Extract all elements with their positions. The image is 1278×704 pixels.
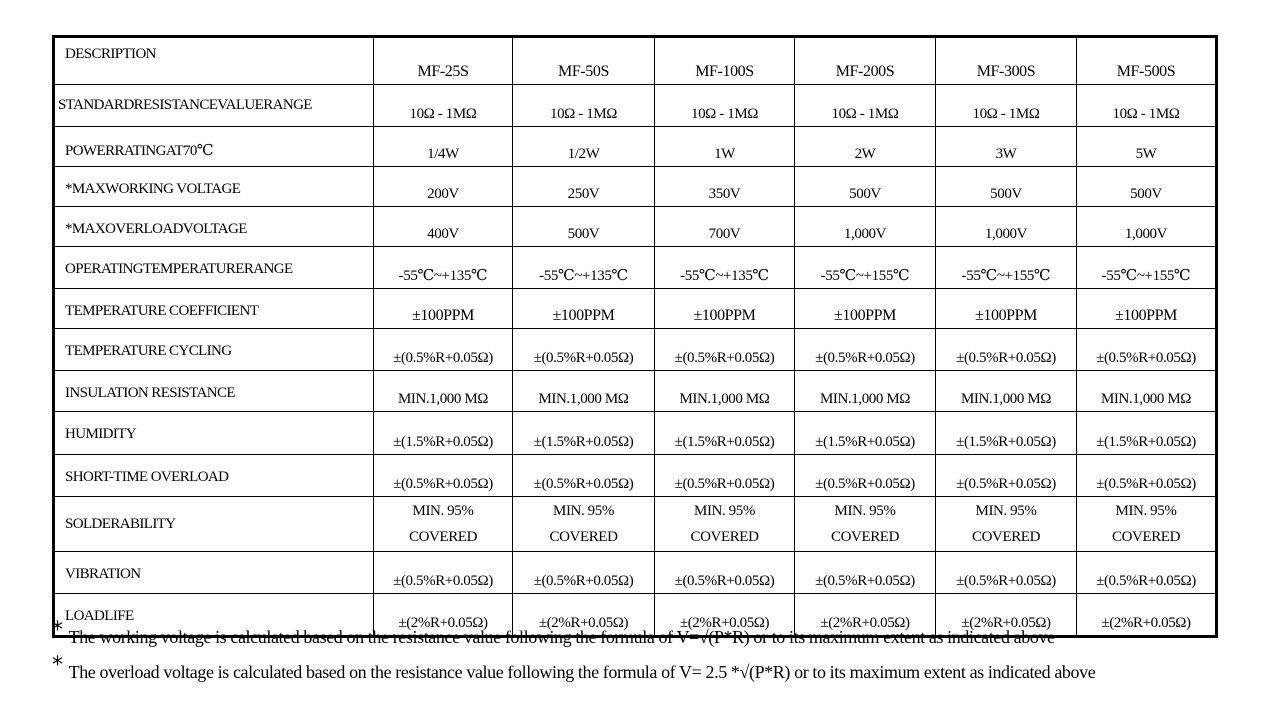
cell-line: COVERED: [408, 529, 478, 545]
header-model: MF-200S: [795, 37, 936, 85]
row-label: *MAXOVERLOADVOLTAGE: [54, 207, 374, 247]
table-cell: [936, 497, 1077, 552]
header-model: MF-300S: [936, 37, 1077, 85]
header-model: MF-500S: [1077, 37, 1217, 85]
header-description: DESCRIPTION: [54, 37, 374, 85]
table-cell: -55℃~+135℃: [655, 247, 795, 289]
table-row: [54, 371, 1217, 412]
table-cell: -55℃~+155℃: [936, 247, 1077, 289]
table-cell: ±100PPM: [374, 289, 513, 329]
table-cell: 10Ω - 1MΩ: [795, 85, 936, 127]
table-cell: 500V: [936, 167, 1077, 207]
table-cell: ±(2%R+0.05Ω): [513, 594, 655, 637]
table-cell: ±(0.5%R+0.05Ω): [655, 552, 795, 594]
table-cell: [513, 497, 655, 552]
table-cell: ±(0.5%R+0.05Ω): [513, 455, 655, 497]
cell-line: COVERED: [690, 529, 759, 545]
table-cell: ±(0.5%R+0.05Ω): [513, 552, 655, 594]
table-cell: ±100PPM: [936, 289, 1077, 329]
cell-line: COVERED: [971, 529, 1041, 545]
table-cell: ±(2%R+0.05Ω): [795, 594, 936, 637]
table-cell: ±(0.5%R+0.05Ω): [795, 552, 936, 594]
table-row: [54, 455, 1217, 497]
header-model: MF-100S: [655, 37, 795, 85]
table-cell: ±(2%R+0.05Ω): [936, 594, 1077, 637]
row-label: SOLDERABILITY: [54, 497, 374, 552]
table-cell: [655, 497, 795, 552]
cell-line: MIN. 95%: [412, 503, 474, 519]
table-row: [54, 552, 1217, 594]
table-cell: 10Ω - 1MΩ: [1077, 85, 1217, 127]
cell-line: MIN. 95%: [975, 503, 1037, 519]
table-cell: ±(0.5%R+0.05Ω): [1077, 552, 1217, 594]
table-row: [54, 289, 1217, 329]
table-cell: ±(0.5%R+0.05Ω): [374, 455, 513, 497]
row-label: POWERRATINGAT70℃: [54, 127, 374, 167]
table-row: [54, 497, 1217, 552]
header-model: MF-50S: [513, 37, 655, 85]
table-row: [54, 85, 1217, 127]
row-label: TEMPERATURE CYCLING: [54, 329, 374, 371]
table-cell: -55℃~+135℃: [513, 247, 655, 289]
table-row: [54, 167, 1217, 207]
table-cell: ±(1.5%R+0.05Ω): [936, 412, 1077, 455]
cell-line: MIN. 95%: [553, 503, 614, 519]
table-cell: 400V: [374, 207, 513, 247]
table-cell: 2W: [795, 127, 936, 167]
table-cell: ±(0.5%R+0.05Ω): [936, 552, 1077, 594]
table-cell: -55℃~+155℃: [1077, 247, 1217, 289]
table-row: [54, 247, 1217, 289]
footnote-overload-voltage: [52, 653, 1096, 684]
table-cell: ±100PPM: [655, 289, 795, 329]
footnote-marker: *: [52, 653, 63, 678]
table-cell: ±(1.5%R+0.05Ω): [795, 412, 936, 455]
table-row: [54, 412, 1217, 455]
table-cell: ±(2%R+0.05Ω): [374, 594, 513, 637]
table-cell: ±(0.5%R+0.05Ω): [513, 329, 655, 371]
table-cell: ±100PPM: [795, 289, 936, 329]
table-cell: ±(1.5%R+0.05Ω): [655, 412, 795, 455]
table-cell: ±(0.5%R+0.05Ω): [936, 455, 1077, 497]
table-cell: [374, 497, 513, 552]
table-header-row: [54, 37, 1217, 85]
footnote-marker: *: [52, 618, 63, 643]
table-cell: 1/2W: [513, 127, 655, 167]
row-label: TEMPERATURE COEFFICIENT: [54, 289, 374, 329]
table-cell: ±100PPM: [513, 289, 655, 329]
table-row: [54, 127, 1217, 167]
table-cell: ±100PPM: [1077, 289, 1217, 329]
table-row: [54, 207, 1217, 247]
table-cell: -55℃~+135℃: [374, 247, 513, 289]
row-label: STANDARDRESISTANCEVALUERANGE: [54, 85, 374, 127]
cell-line: MIN. 95%: [1115, 503, 1177, 519]
cell-line: MIN. 95%: [834, 503, 896, 519]
table-cell: 500V: [513, 207, 655, 247]
table-row: [54, 329, 1217, 371]
table-cell: ±(2%R+0.05Ω): [655, 594, 795, 637]
row-label: HUMIDITY: [54, 412, 374, 455]
table-cell: [1077, 497, 1217, 552]
cell-line: MIN. 95%: [694, 503, 755, 519]
header-model: MF-25S: [374, 37, 513, 85]
table-cell: ±(0.5%R+0.05Ω): [1077, 329, 1217, 371]
table-cell: -55℃~+155℃: [795, 247, 936, 289]
table-cell: 200V: [374, 167, 513, 207]
footnote-text: The working voltage is calculated based on the resistance value following the formula of V=√(P*R) or to its maximum extent as indicated above: [68, 627, 1055, 647]
table-cell: 250V: [513, 167, 655, 207]
table-cell: MIN.1,000 MΩ: [795, 371, 936, 412]
table-cell: MIN.1,000 MΩ: [655, 371, 795, 412]
cell-line: COVERED: [830, 529, 900, 545]
table-cell: 1/4W: [374, 127, 513, 167]
table-cell: 3W: [936, 127, 1077, 167]
table-cell: 1,000V: [795, 207, 936, 247]
table-cell: ±(1.5%R+0.05Ω): [374, 412, 513, 455]
table-cell: 700V: [655, 207, 795, 247]
table-cell: 10Ω - 1MΩ: [374, 85, 513, 127]
table-cell: ±(0.5%R+0.05Ω): [1077, 455, 1217, 497]
table-cell: 1,000V: [1077, 207, 1217, 247]
specification-table: [52, 35, 1218, 638]
table-cell: 5W: [1077, 127, 1217, 167]
table-cell: 350V: [655, 167, 795, 207]
cell-line: COVERED: [549, 529, 618, 545]
table-cell: MIN.1,000 MΩ: [513, 371, 655, 412]
table-cell: ±(1.5%R+0.05Ω): [1077, 412, 1217, 455]
table-cell: ±(0.5%R+0.05Ω): [655, 455, 795, 497]
table-cell: 1,000V: [936, 207, 1077, 247]
table-cell: MIN.1,000 MΩ: [1077, 371, 1217, 412]
table-cell: 10Ω - 1MΩ: [936, 85, 1077, 127]
table-cell: [795, 497, 936, 552]
footnote-text: The overload voltage is calculated based on the resistance value following the formula of V= 2.5 *√(P*R) or to its maximum extent as indicated above: [68, 662, 1096, 682]
table-cell: ±(0.5%R+0.05Ω): [655, 329, 795, 371]
table-cell: ±(0.5%R+0.05Ω): [374, 329, 513, 371]
table-cell: ±(1.5%R+0.05Ω): [513, 412, 655, 455]
row-label: SHORT-TIME OVERLOAD: [54, 455, 374, 497]
row-label: LOADLIFE: [54, 594, 374, 637]
row-label: *MAXWORKING VOLTAGE: [54, 167, 374, 207]
table-cell: ±(0.5%R+0.05Ω): [374, 552, 513, 594]
table-cell: MIN.1,000 MΩ: [374, 371, 513, 412]
row-label: OPERATINGTEMPERATURERANGE: [54, 247, 374, 289]
row-label: VIBRATION: [54, 552, 374, 594]
table-cell: ±(0.5%R+0.05Ω): [795, 455, 936, 497]
row-label: INSULATION RESISTANCE: [54, 371, 374, 412]
table-cell: 500V: [795, 167, 936, 207]
cell-line: COVERED: [1111, 529, 1181, 545]
table-cell: 10Ω - 1MΩ: [513, 85, 655, 127]
table-cell: 1W: [655, 127, 795, 167]
table-cell: ±(2%R+0.05Ω): [1077, 594, 1217, 637]
table-cell: ±(0.5%R+0.05Ω): [936, 329, 1077, 371]
table-cell: ±(0.5%R+0.05Ω): [795, 329, 936, 371]
table-cell: MIN.1,000 MΩ: [936, 371, 1077, 412]
table-cell: 10Ω - 1MΩ: [655, 85, 795, 127]
table-cell: 500V: [1077, 167, 1217, 207]
